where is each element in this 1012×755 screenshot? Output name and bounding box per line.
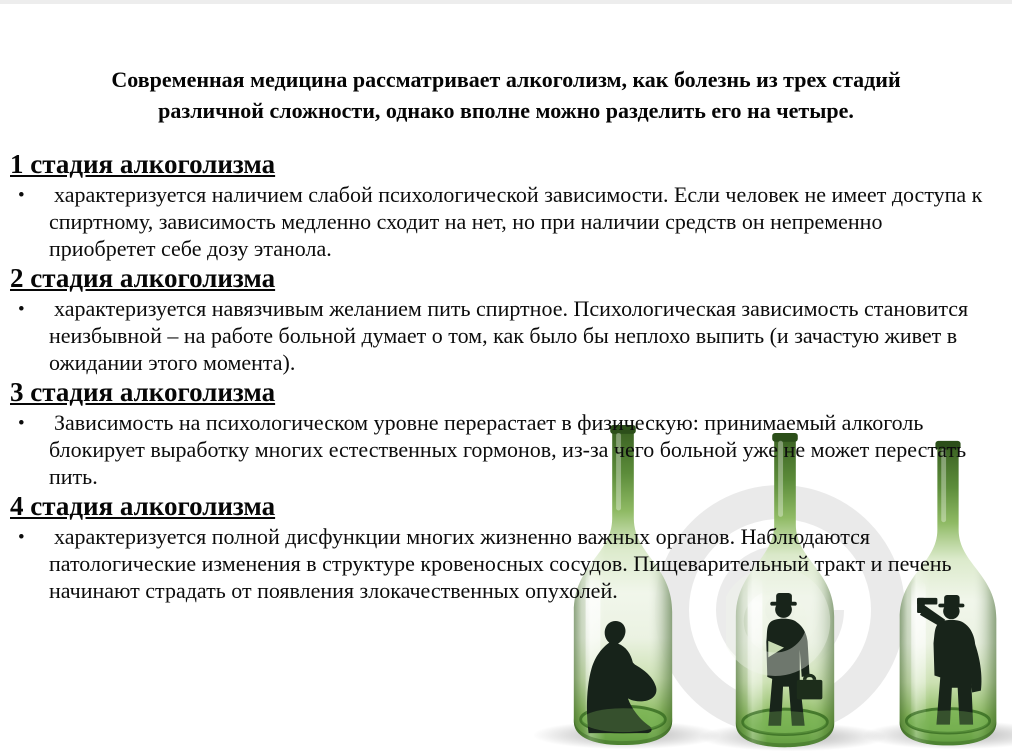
slide-title: Современная медицина рассматривает алкоголизм, как болезнь из трех стадий различной сложности, однако вполне можно разделить его на четыре. bbox=[111, 67, 901, 123]
bullet-icon: • bbox=[18, 527, 25, 548]
bullet-icon: • bbox=[18, 413, 25, 434]
bottle-base-tint bbox=[744, 711, 827, 734]
bottle-base-tint bbox=[582, 708, 665, 732]
stage-4-text: характеризуется полной дисфункции многих жизненно важных органов. Наблюдаются патологические изменения в структуре кровеносных сосудов. Пищеварительный тракт и печень начинают страдать от появления злокачественных опухолей. bbox=[49, 524, 952, 603]
stage-2-text: характеризуется навязчивым желанием пить спиртное. Психологическая зависимость становится неизбывной – на работе больной думает о том, как было бы неплохо выпить (и зачастую живет в ожидании этого момента). bbox=[49, 296, 969, 375]
stage-4-description bbox=[8, 523, 990, 604]
stage-2-description bbox=[8, 295, 990, 376]
stage-1-heading: 1 стадия алкоголизма bbox=[10, 149, 276, 179]
stages-list bbox=[8, 149, 990, 605]
bottle-base-tint bbox=[907, 710, 988, 733]
bullet-icon: • bbox=[18, 299, 25, 320]
briefcase-icon bbox=[797, 680, 823, 700]
bullet-icon: • bbox=[18, 185, 25, 206]
stage-1-text: характеризуется наличием слабой психологической зависимости. Если человек не имеет доступа к спиртному, зависимость медленно сходит на нет, но при наличии средств он непременно приобретет себе дозу этанола. bbox=[49, 182, 983, 261]
stage-2-heading: 2 стадия алкоголизма bbox=[10, 263, 276, 293]
stage-3-heading: 3 стадия алкоголизма bbox=[10, 377, 276, 407]
stage-3-description bbox=[8, 409, 990, 490]
stage-1-description bbox=[8, 181, 990, 262]
stage-3-text: Зависимость на психологическом уровне перерастает в физическую: принимаемый алкоголь блокирует выработку многих естественных гормонов, из-за чего больной уже не может перестать пить. bbox=[49, 410, 967, 489]
top-border-strip bbox=[0, 0, 1012, 4]
stage-4-heading: 4 стадия алкоголизма bbox=[10, 491, 276, 521]
